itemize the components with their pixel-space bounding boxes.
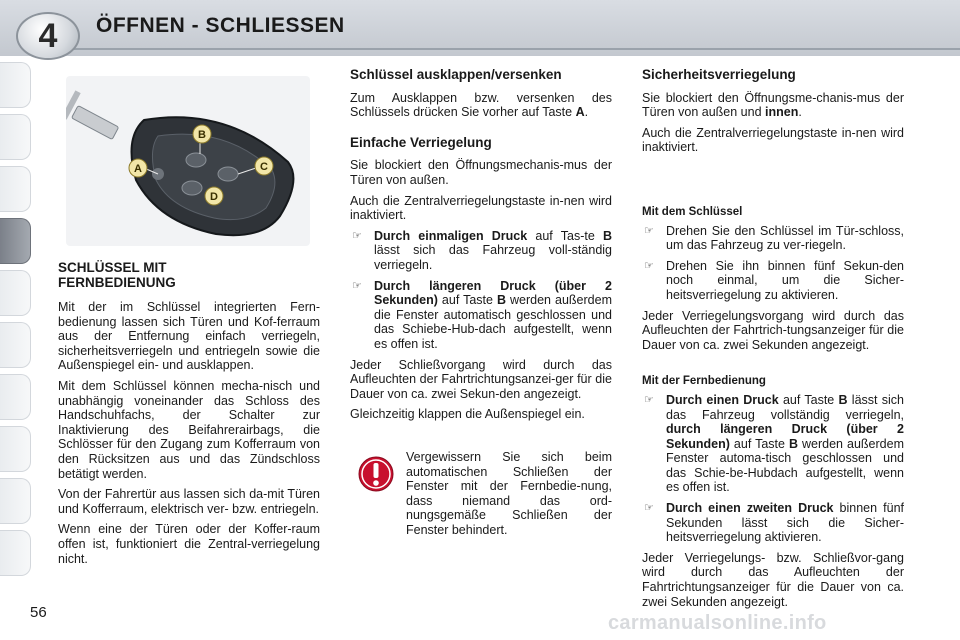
paragraph: Jeder Schließvorgang wird durch das Aufleuchten der Fahrtrichtungsanzei-ger für die Dauer von ca. zwei Sekun-den angezeigt. <box>350 357 612 401</box>
warning-text: Vergewissern Sie sich beim automatischen Schließen der Fenster mit der Fernbedie-nung, dass niemand das ord-nungsgemäße Schließen der Fenster behindert. <box>406 450 612 537</box>
warning-box <box>350 444 614 544</box>
key-label-d: D <box>210 191 218 203</box>
remote-key-illustration <box>66 76 310 246</box>
pointing-hand-icon: ☞ <box>644 259 654 272</box>
paragraph: Sie blockiert den Öffnungsmechanis-mus der Türen von außen. <box>350 158 612 187</box>
chapter-tab-5[interactable] <box>0 270 31 316</box>
header-divider <box>60 48 960 50</box>
key-label-b: B <box>198 129 206 141</box>
paragraph: Auch die Zentralverriegelungstaste in-nen wird inaktiviert. <box>350 193 612 223</box>
key-label-d-marker <box>205 187 223 205</box>
chapter-tab-4-active[interactable] <box>0 218 31 264</box>
section-heading-key-fold: Schlüssel ausklappen/versenken <box>350 67 562 82</box>
paragraph: Jeder Verriegelungs- bzw. Schließvor-gang wird durch das Aufleuchten der Fahrtrichtungsanzeiger für die Dauer von ca. zwei Sekunden angezeigt. <box>642 550 904 609</box>
paragraph: Wenn eine der Türen oder der Koffer-raum offen ist, funktioniert die Zentral-verriegelung nicht. <box>58 522 320 566</box>
right-column <box>642 68 904 615</box>
paragraph: Auch die Zentralverriegelungstaste in-nen wird inaktiviert. <box>642 125 904 155</box>
list-item: ☞ Drehen Sie den Schlüssel im Tür-schloss, um das Fahrzeug zu ver-riegeln. <box>644 223 904 253</box>
page-number: 56 <box>30 604 47 621</box>
chapter-tab-2[interactable] <box>0 114 31 160</box>
key-label-c: C <box>260 161 268 173</box>
key-label-b-marker <box>193 125 211 143</box>
chapter-tab-3[interactable] <box>0 166 31 212</box>
subheading-with-remote: Mit der Fernbedienung <box>642 375 766 388</box>
paragraph: Sie blockiert den Öffnungsme-chanis-mus der Türen von außen und innen. <box>642 90 904 120</box>
paragraph: Gleichzeitig klappen die Außenspiegel ein. <box>350 407 585 422</box>
chapter-tab-10[interactable] <box>0 530 31 576</box>
paragraph: Zum Ausklappen bzw. versenken des Schlüssels drücken Sie vorher auf Taste A. <box>350 90 612 120</box>
paragraph: Jeder Verriegelungsvorgang wird durch das Aufleuchten der Fahrtrich-tungsanzeiger für die Dauer von ca. zwei Sekunden angezeigt. <box>642 308 904 352</box>
list-item: ☞ Durch einmaligen Druck auf Tas-te B lässt sich das Fahrzeug voll-ständig verriegeln. <box>352 228 612 272</box>
warning-exclamation-icon <box>358 456 394 492</box>
chapter-tabs <box>0 62 34 582</box>
section-heading-simple-locking: Einfache Verriegelung <box>350 134 492 150</box>
section-heading-deadlocking: Sicherheitsverriegelung <box>642 67 796 82</box>
pointing-hand-icon: ☞ <box>352 229 362 242</box>
left-column <box>58 260 320 572</box>
list-item: ☞ Durch längeren Druck (über 2 Sekunden) auf Taste B werden außerdem die Fenster automatisch geschlossen und das Schiebe-Hub-dach aufgestellt, wenn es offen ist. <box>352 278 612 351</box>
key-label-c-marker <box>255 157 273 175</box>
pointing-hand-icon: ☞ <box>352 279 362 292</box>
list-item: ☞ Durch einen Druck auf Taste B lässt sich das Fahrzeug vollständig verriegeln, durch längeren Druck (über 2 Sekunden) auf Taste B werden außerdem Fenster automa-tisch geschlossen und das Schie-be-Hubdach aufgestellt, wenn es offen ist. <box>644 392 904 495</box>
paragraph: Mit der im Schlüssel integrierten Fern-bedienung lassen sich Türen und Kof-ferraum aus der Entfernung einfach verriegeln, sicherheitsverriegeln und entriegeln sowie die Außenspiegel ein- und ausklappen. <box>58 300 320 373</box>
pointing-hand-icon: ☞ <box>644 393 654 406</box>
page-title: ÖFFNEN - SCHLIESSEN <box>96 14 345 37</box>
paragraph: Mit dem Schlüssel können mecha-nisch und unabhängig voneinander das Schloss des Handschuhfachs, der Schalter zur Inaktivierung des Beifahrerairbags, die Schlösser für den Zugang zum Kofferraum von den Rücksitzen aus und das Zündschloss betätigt werden. <box>58 378 320 481</box>
list-item: ☞ Drehen Sie ihn binnen fünf Sekun-den noch einmal, um die Sicher-heitsverriegelung zu aktivieren. <box>644 258 904 302</box>
chapter-tab-7[interactable] <box>0 374 31 420</box>
subheading-with-key: Mit dem Schlüssel <box>642 205 743 218</box>
watermark: carmanualsonline.info <box>608 612 827 634</box>
chapter-tab-9[interactable] <box>0 478 31 524</box>
middle-column <box>350 68 612 428</box>
list-item: ☞ Durch einen zweiten Druck binnen fünf Sekunden lässt sich die Sicher-heitsverriegelung aktivieren. <box>644 501 904 545</box>
paragraph: Von der Fahrertür aus lassen sich da-mit Türen und Kofferraum, elektrisch ver- bzw. entriegeln. <box>58 487 320 516</box>
pointing-hand-icon: ☞ <box>644 502 654 515</box>
chapter-tab-1[interactable] <box>0 62 31 108</box>
section-heading-remote-key: SCHLÜSSEL MIT FERNBEDIENUNG <box>58 260 176 290</box>
key-label-a: A <box>134 163 142 175</box>
pointing-hand-icon: ☞ <box>644 224 654 237</box>
chapter-tab-6[interactable] <box>0 322 31 368</box>
chapter-tab-8[interactable] <box>0 426 31 472</box>
key-label-a-marker <box>129 159 147 177</box>
chapter-badge: 4 <box>16 12 80 60</box>
